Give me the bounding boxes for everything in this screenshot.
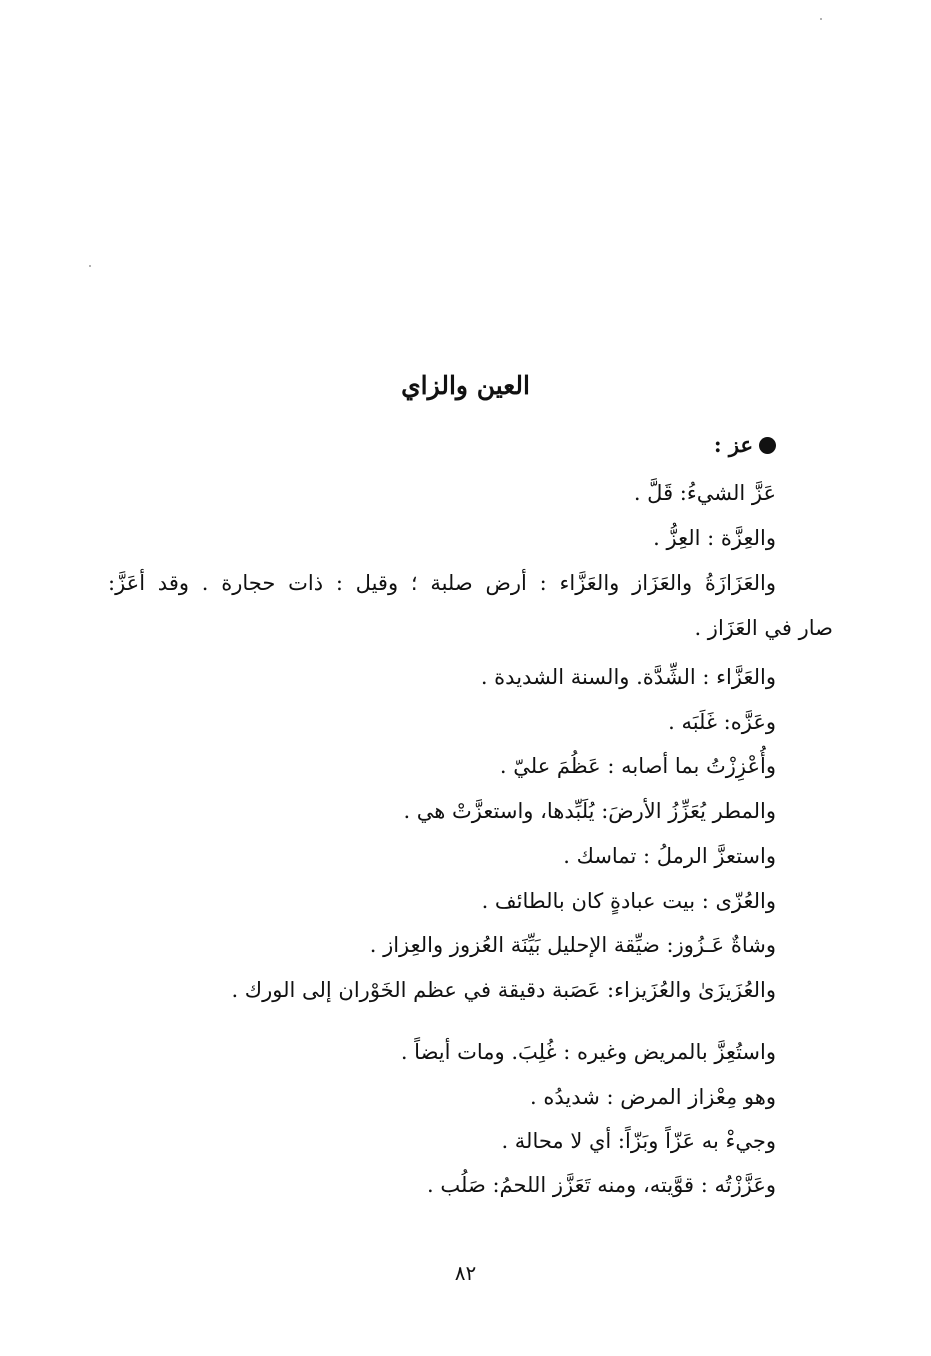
entry-line-11: والعُزَيزَىٰ والعُزَيزاء: عَصَبة دقيقة في عظم الخَوْران إلى الورك . bbox=[231, 978, 776, 1002]
entry-line-10: وشاةٌ عَـزُوز: ضيِّقة الإحليل بَيِّنَة العُزوز والعِزاز . bbox=[369, 933, 776, 957]
entry-line-4: والعَزَّاء : الشِّدَّة. والسنة الشديدة . bbox=[480, 665, 776, 689]
entry-head bbox=[714, 428, 776, 462]
entry-line-3-continuation: صار في العَزَاز . bbox=[694, 616, 833, 640]
entry-line-2: والعِزَّة : العِزُّ . bbox=[653, 526, 776, 550]
section-heading: العين والزاي bbox=[401, 371, 530, 400]
entry-line-8: واستعزَّ الرملُ : تماسك . bbox=[563, 844, 776, 868]
entry-line-6: وأُعْزِزْتُ بما أصابه : عَظُمَ عليّ . bbox=[499, 754, 776, 778]
page-number: ٨٢ bbox=[454, 1261, 477, 1285]
entry-line-9: والعُزّى : بيت عبادةٍ كان بالطائف . bbox=[481, 889, 776, 913]
entry-line-7: والمطر يُعَزِّزُ الأرضَ: يُلَبِّدها، واستعزَّتْ هي . bbox=[403, 799, 776, 823]
entry-line-14: وجيءْ به عَزّاً وبَزّاً: أي لا محالة . bbox=[501, 1129, 776, 1153]
entry-line-15: وعَزَّزْتُه : قوَّيته، ومنه تَعَزَّز اللحمُ: صَلُب . bbox=[427, 1173, 776, 1197]
entry-head-line bbox=[714, 428, 776, 464]
entry-line-5: وعَزَّه: غَلَبَه . bbox=[668, 710, 776, 734]
entry-head-label: عز : bbox=[713, 432, 753, 457]
entry-line-12: واستُعِزَّ بالمريض وغيره : غُلِبَ. ومات أيضاً . bbox=[400, 1040, 776, 1064]
entry-line-3: والعَزَازَةُ والعَزَاز والعَزَّاء : أرض صلبة ؛ وقيل : ذات حجارة . وقد أعَزَّ: bbox=[108, 571, 776, 595]
bullet-dot-icon bbox=[759, 437, 776, 454]
entry-line-1: عَزَّ الشيءُ: قَلَّ . bbox=[633, 481, 776, 505]
entry-line-13: وهو مِعْزاز المرض : شديدُه . bbox=[530, 1085, 776, 1109]
